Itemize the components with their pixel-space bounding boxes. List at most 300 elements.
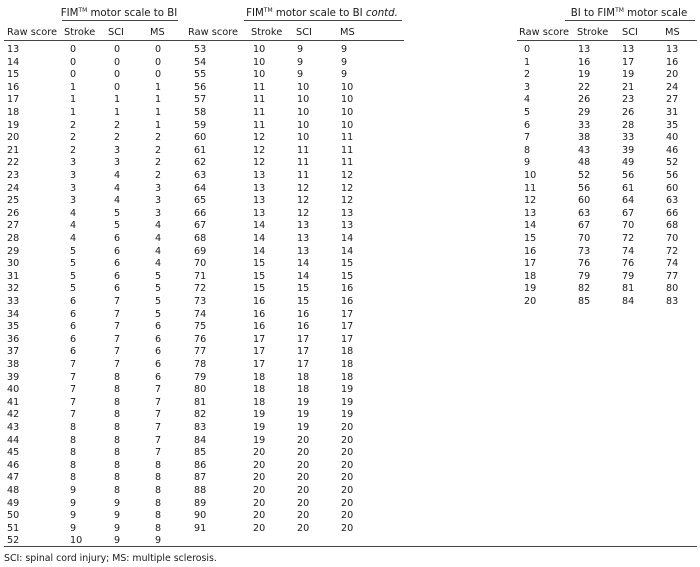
cell-raw-score: 24 xyxy=(7,182,20,194)
cell-stroke: 20 xyxy=(253,472,266,484)
cell-stroke: 14 xyxy=(253,233,266,244)
cell-sci: 14 xyxy=(297,258,310,270)
cell-ms: 8 xyxy=(155,472,162,484)
cell-raw-score: 17 xyxy=(524,258,537,270)
cell-sci: 8 xyxy=(114,434,121,446)
cell-ms: 2 xyxy=(155,132,162,144)
cell-sci: 20 xyxy=(297,459,310,471)
header-stroke-1: Stroke xyxy=(64,27,96,38)
cell-ms: 9 xyxy=(341,56,348,68)
cell-raw-score: 8 xyxy=(524,144,531,156)
cell-sci: 11 xyxy=(297,170,310,181)
cell-sci: 13 xyxy=(297,233,310,244)
cell-sci: 8 xyxy=(114,472,121,484)
cell-raw-score: 82 xyxy=(194,409,207,421)
cell-stroke: 26 xyxy=(578,94,591,106)
cell-ms: 13 xyxy=(341,220,354,232)
cell-stroke: 85 xyxy=(578,296,591,307)
cell-sci: 4 xyxy=(114,170,121,181)
group-rule-1 xyxy=(62,20,178,21)
cell-raw-score: 32 xyxy=(7,283,20,295)
cell-stroke: 6 xyxy=(70,346,77,358)
cell-stroke: 20 xyxy=(253,459,266,471)
cell-sci: 20 xyxy=(297,447,310,459)
cell-stroke: 5 xyxy=(70,258,77,270)
cell-ms: 1 xyxy=(155,81,162,93)
header-ms-2: MS xyxy=(340,27,355,38)
cell-stroke: 8 xyxy=(70,422,77,433)
cell-sci: 39 xyxy=(622,144,635,156)
cell-stroke: 16 xyxy=(253,296,266,307)
cell-stroke: 2 xyxy=(70,119,77,131)
cell-ms: 0 xyxy=(155,69,162,81)
cell-ms: 17 xyxy=(341,333,354,345)
cell-raw-score: 2 xyxy=(524,69,531,81)
cell-ms: 2 xyxy=(155,170,162,181)
cell-raw-score: 10 xyxy=(524,170,537,181)
cell-raw-score: 16 xyxy=(7,81,20,93)
cell-ms: 20 xyxy=(341,447,354,459)
cell-raw-score: 44 xyxy=(7,434,20,446)
cell-ms: 5 xyxy=(155,270,162,282)
cell-sci: 64 xyxy=(622,195,635,207)
cell-ms: 17 xyxy=(341,308,354,320)
header-stroke-2: Stroke xyxy=(251,27,283,38)
cell-stroke: 6 xyxy=(70,296,77,307)
cell-sci: 9 xyxy=(114,497,121,509)
cell-sci: 74 xyxy=(622,245,635,257)
cell-sci: 23 xyxy=(622,94,635,106)
cell-sci: 20 xyxy=(297,497,310,509)
cell-raw-score: 31 xyxy=(7,270,20,282)
cell-stroke: 0 xyxy=(70,56,77,68)
cell-raw-score: 84 xyxy=(194,434,207,446)
cell-raw-score: 78 xyxy=(194,359,207,370)
cell-sci: 20 xyxy=(297,472,310,484)
cell-stroke: 19 xyxy=(253,434,266,446)
cell-sci: 10 xyxy=(297,107,310,118)
cell-stroke: 1 xyxy=(70,94,77,106)
cell-ms: 77 xyxy=(666,270,679,282)
cell-ms: 52 xyxy=(666,157,679,169)
cell-ms: 12 xyxy=(341,195,354,207)
cell-ms: 3 xyxy=(155,182,162,194)
cell-sci: 9 xyxy=(297,44,304,55)
cell-sci: 0 xyxy=(114,69,121,81)
cell-raw-score: 57 xyxy=(194,94,207,106)
cell-sci: 17 xyxy=(297,359,310,370)
cell-sci: 20 xyxy=(297,485,310,496)
cell-raw-score: 34 xyxy=(7,308,20,320)
cell-raw-score: 21 xyxy=(7,144,20,156)
cell-raw-score: 71 xyxy=(194,270,207,282)
cell-stroke: 10 xyxy=(253,56,266,68)
cell-sci: 12 xyxy=(297,195,310,207)
cell-stroke: 9 xyxy=(70,485,77,496)
group-rule-3 xyxy=(565,20,695,21)
header-raw-score-1: Raw score xyxy=(7,27,58,38)
cell-stroke: 33 xyxy=(578,119,591,131)
cell-sci: 17 xyxy=(297,346,310,358)
cell-raw-score: 58 xyxy=(194,107,207,118)
cell-raw-score: 88 xyxy=(194,485,207,496)
cell-stroke: 19 xyxy=(578,69,591,81)
cell-stroke: 0 xyxy=(70,44,77,55)
cell-raw-score: 53 xyxy=(194,44,207,55)
cell-stroke: 11 xyxy=(253,94,266,106)
cell-ms: 80 xyxy=(666,283,679,295)
header-sci-1: SCI xyxy=(108,27,124,38)
cell-sci: 11 xyxy=(297,144,310,156)
cell-raw-score: 50 xyxy=(7,510,20,522)
cell-ms: 7 xyxy=(155,422,162,433)
cell-ms: 4 xyxy=(155,233,162,244)
cell-ms: 3 xyxy=(155,207,162,219)
cell-ms: 11 xyxy=(341,132,354,144)
cell-raw-score: 17 xyxy=(7,94,20,106)
cell-raw-score: 5 xyxy=(524,107,531,118)
cell-sci: 12 xyxy=(297,182,310,194)
cell-raw-score: 41 xyxy=(7,396,20,408)
cell-ms: 12 xyxy=(341,182,354,194)
cell-ms: 8 xyxy=(155,497,162,509)
cell-sci: 1 xyxy=(114,107,121,118)
cell-stroke: 9 xyxy=(70,510,77,522)
cell-stroke: 13 xyxy=(253,170,266,181)
cell-ms: 19 xyxy=(341,409,354,421)
cell-raw-score: 36 xyxy=(7,333,20,345)
cell-raw-score: 85 xyxy=(194,447,207,459)
cell-ms: 2 xyxy=(155,157,162,169)
cell-stroke: 2 xyxy=(70,144,77,156)
cell-stroke: 12 xyxy=(253,157,266,169)
cell-sci: 72 xyxy=(622,233,635,244)
cell-ms: 11 xyxy=(341,144,354,156)
cell-raw-score: 63 xyxy=(194,170,207,181)
cell-stroke: 18 xyxy=(253,396,266,408)
cell-raw-score: 89 xyxy=(194,497,207,509)
cell-stroke: 1 xyxy=(70,81,77,93)
cell-stroke: 3 xyxy=(70,195,77,207)
cell-ms: 24 xyxy=(666,81,679,93)
cell-raw-score: 54 xyxy=(194,56,207,68)
cell-ms: 15 xyxy=(341,258,354,270)
cell-sci: 7 xyxy=(114,321,121,333)
cell-sci: 1 xyxy=(114,94,121,106)
cell-sci: 7 xyxy=(114,296,121,307)
cell-stroke: 1 xyxy=(70,107,77,118)
cell-raw-score: 68 xyxy=(194,233,207,244)
cell-stroke: 0 xyxy=(70,69,77,81)
cell-ms: 7 xyxy=(155,396,162,408)
cell-ms: 16 xyxy=(341,296,354,307)
cell-stroke: 38 xyxy=(578,132,591,144)
cell-raw-score: 65 xyxy=(194,195,207,207)
cell-stroke: 10 xyxy=(253,69,266,81)
cell-stroke: 17 xyxy=(253,333,266,345)
cell-raw-score: 86 xyxy=(194,459,207,471)
cell-sci: 8 xyxy=(114,396,121,408)
header-stroke-3: Stroke xyxy=(577,27,609,38)
header-raw-score-2: Raw score xyxy=(188,27,239,38)
cell-sci: 70 xyxy=(622,220,635,232)
cell-stroke: 14 xyxy=(253,245,266,257)
cell-sci: 12 xyxy=(297,207,310,219)
cell-ms: 12 xyxy=(341,170,354,181)
cell-sci: 56 xyxy=(622,170,635,181)
cell-sci: 4 xyxy=(114,195,121,207)
cell-ms: 10 xyxy=(341,81,354,93)
bottom-rule xyxy=(4,546,697,547)
cell-stroke: 12 xyxy=(253,132,266,144)
cell-sci: 20 xyxy=(297,510,310,522)
cell-stroke: 15 xyxy=(253,283,266,295)
cell-stroke: 11 xyxy=(253,119,266,131)
footnote: SCI: spinal cord injury; MS: multiple sclerosis. xyxy=(4,553,217,564)
cell-sci: 84 xyxy=(622,296,635,307)
group-rule-2 xyxy=(244,20,402,21)
cell-stroke: 9 xyxy=(70,522,77,534)
cell-stroke: 20 xyxy=(253,522,266,534)
cell-raw-score: 80 xyxy=(194,384,207,396)
cell-stroke: 43 xyxy=(578,144,591,156)
cell-raw-score: 43 xyxy=(7,422,20,433)
cell-stroke: 12 xyxy=(253,144,266,156)
cell-ms: 5 xyxy=(155,283,162,295)
cell-sci: 19 xyxy=(297,396,310,408)
cell-ms: 68 xyxy=(666,220,679,232)
cell-ms: 5 xyxy=(155,296,162,307)
cell-sci: 33 xyxy=(622,132,635,144)
cell-sci: 10 xyxy=(297,81,310,93)
cell-stroke: 3 xyxy=(70,157,77,169)
cell-sci: 0 xyxy=(114,56,121,68)
cell-sci: 7 xyxy=(114,346,121,358)
cell-raw-score: 19 xyxy=(524,283,537,295)
cell-raw-score: 18 xyxy=(7,107,20,118)
cell-ms: 20 xyxy=(341,497,354,509)
cell-stroke: 5 xyxy=(70,270,77,282)
cell-sci: 5 xyxy=(114,207,121,219)
cell-stroke: 11 xyxy=(253,81,266,93)
cell-ms: 20 xyxy=(341,510,354,522)
cell-sci: 67 xyxy=(622,207,635,219)
cell-sci: 7 xyxy=(114,333,121,345)
cell-stroke: 13 xyxy=(578,44,591,55)
cell-raw-score: 52 xyxy=(7,535,20,547)
cell-sci: 8 xyxy=(114,422,121,433)
cell-sci: 14 xyxy=(297,270,310,282)
cell-sci: 3 xyxy=(114,144,121,156)
cell-ms: 0 xyxy=(155,44,162,55)
cell-raw-score: 61 xyxy=(194,144,207,156)
cell-raw-score: 25 xyxy=(7,195,20,207)
cell-stroke: 6 xyxy=(70,308,77,320)
cell-ms: 6 xyxy=(155,346,162,358)
cell-raw-score: 15 xyxy=(524,233,537,244)
cell-stroke: 13 xyxy=(253,207,266,219)
group-title-fim-to-bi-contd: FIM™ motor scale to BI contd. xyxy=(246,7,398,19)
cell-sci: 8 xyxy=(114,447,121,459)
cell-sci: 79 xyxy=(622,270,635,282)
cell-sci: 0 xyxy=(114,44,121,55)
cell-raw-score: 20 xyxy=(524,296,537,307)
cell-raw-score: 16 xyxy=(524,245,537,257)
cell-sci: 9 xyxy=(297,69,304,81)
cell-ms: 16 xyxy=(666,56,679,68)
cell-ms: 4 xyxy=(155,245,162,257)
cell-raw-score: 35 xyxy=(7,321,20,333)
cell-ms: 9 xyxy=(341,69,348,81)
cell-sci: 16 xyxy=(297,321,310,333)
cell-stroke: 82 xyxy=(578,283,591,295)
cell-ms: 46 xyxy=(666,144,679,156)
cell-raw-score: 33 xyxy=(7,296,20,307)
cell-raw-score: 73 xyxy=(194,296,207,307)
group-title-fim-to-bi: FIM™ motor scale to BI xyxy=(60,7,178,19)
cell-stroke: 15 xyxy=(253,258,266,270)
cell-ms: 9 xyxy=(341,44,348,55)
cell-sci: 9 xyxy=(114,522,121,534)
cell-sci: 7 xyxy=(114,359,121,370)
cell-stroke: 19 xyxy=(253,422,266,433)
cell-sci: 8 xyxy=(114,459,121,471)
cell-ms: 7 xyxy=(155,409,162,421)
cell-sci: 17 xyxy=(297,333,310,345)
cell-ms: 1 xyxy=(155,94,162,106)
cell-ms: 17 xyxy=(341,321,354,333)
cell-raw-score: 27 xyxy=(7,220,20,232)
cell-sci: 2 xyxy=(114,132,121,144)
cell-stroke: 67 xyxy=(578,220,591,232)
cell-ms: 10 xyxy=(341,107,354,118)
cell-sci: 15 xyxy=(297,296,310,307)
cell-raw-score: 67 xyxy=(194,220,207,232)
cell-ms: 60 xyxy=(666,182,679,194)
cell-raw-score: 69 xyxy=(194,245,207,257)
cell-ms: 74 xyxy=(666,258,679,270)
cell-raw-score: 83 xyxy=(194,422,207,433)
cell-ms: 20 xyxy=(341,434,354,446)
cell-sci: 13 xyxy=(297,245,310,257)
cell-raw-score: 13 xyxy=(7,44,20,55)
cell-ms: 7 xyxy=(155,434,162,446)
cell-raw-score: 45 xyxy=(7,447,20,459)
cell-raw-score: 62 xyxy=(194,157,207,169)
cell-stroke: 3 xyxy=(70,182,77,194)
cell-sci: 21 xyxy=(622,81,635,93)
cell-stroke: 17 xyxy=(253,359,266,370)
cell-raw-score: 20 xyxy=(7,132,20,144)
cell-stroke: 11 xyxy=(253,107,266,118)
cell-raw-score: 15 xyxy=(7,69,20,81)
cell-stroke: 56 xyxy=(578,182,591,194)
cell-raw-score: 79 xyxy=(194,371,207,383)
cell-raw-score: 74 xyxy=(194,308,207,320)
cell-sci: 16 xyxy=(297,308,310,320)
cell-sci: 9 xyxy=(114,510,121,522)
cell-raw-score: 22 xyxy=(7,157,20,169)
cell-sci: 76 xyxy=(622,258,635,270)
cell-ms: 8 xyxy=(155,459,162,471)
cell-sci: 6 xyxy=(114,233,121,244)
cell-ms: 0 xyxy=(155,56,162,68)
cell-ms: 10 xyxy=(341,94,354,106)
cell-raw-score: 38 xyxy=(7,359,20,370)
cell-stroke: 16 xyxy=(578,56,591,68)
cell-sci: 20 xyxy=(297,522,310,534)
cell-ms: 8 xyxy=(155,510,162,522)
cell-ms: 3 xyxy=(155,195,162,207)
cell-stroke: 7 xyxy=(70,384,77,396)
cell-stroke: 48 xyxy=(578,157,591,169)
cell-ms: 9 xyxy=(155,535,162,547)
cell-sci: 6 xyxy=(114,245,121,257)
header-rule-2 xyxy=(517,40,697,41)
cell-sci: 81 xyxy=(622,283,635,295)
cell-stroke: 16 xyxy=(253,321,266,333)
cell-raw-score: 23 xyxy=(7,170,20,181)
cell-stroke: 10 xyxy=(70,535,83,547)
group-title-bi-to-fim: BI to FIM™ motor scale xyxy=(570,7,688,19)
cell-ms: 15 xyxy=(341,270,354,282)
cell-ms: 6 xyxy=(155,333,162,345)
cell-ms: 63 xyxy=(666,195,679,207)
cell-stroke: 70 xyxy=(578,233,591,244)
cell-ms: 1 xyxy=(155,107,162,118)
cell-ms: 20 xyxy=(341,459,354,471)
cell-sci: 6 xyxy=(114,258,121,270)
cell-sci: 49 xyxy=(622,157,635,169)
cell-stroke: 8 xyxy=(70,447,77,459)
cell-raw-score: 14 xyxy=(524,220,537,232)
cell-ms: 20 xyxy=(341,472,354,484)
cell-stroke: 8 xyxy=(70,472,77,484)
cell-stroke: 13 xyxy=(253,195,266,207)
cell-raw-score: 77 xyxy=(194,346,207,358)
cell-stroke: 10 xyxy=(253,44,266,55)
cell-stroke: 20 xyxy=(253,510,266,522)
cell-sci: 18 xyxy=(297,384,310,396)
cell-sci: 7 xyxy=(114,308,121,320)
cell-raw-score: 4 xyxy=(524,94,531,106)
cell-raw-score: 70 xyxy=(194,258,207,270)
cell-stroke: 4 xyxy=(70,233,77,244)
cell-raw-score: 59 xyxy=(194,119,207,131)
cell-ms: 72 xyxy=(666,245,679,257)
cell-ms: 8 xyxy=(155,485,162,496)
cell-raw-score: 76 xyxy=(194,333,207,345)
cell-raw-score: 11 xyxy=(524,182,537,194)
cell-stroke: 8 xyxy=(70,459,77,471)
cell-raw-score: 0 xyxy=(524,44,531,55)
cell-ms: 10 xyxy=(341,119,354,131)
cell-raw-score: 91 xyxy=(194,522,207,534)
cell-ms: 16 xyxy=(341,283,354,295)
cell-sci: 8 xyxy=(114,371,121,383)
cell-sci: 19 xyxy=(297,409,310,421)
cell-sci: 26 xyxy=(622,107,635,118)
cell-raw-score: 90 xyxy=(194,510,207,522)
cell-stroke: 9 xyxy=(70,497,77,509)
cell-raw-score: 75 xyxy=(194,321,207,333)
header-sci-3: SCI xyxy=(622,27,638,38)
cell-sci: 0 xyxy=(114,81,121,93)
cell-raw-score: 19 xyxy=(7,119,20,131)
cell-ms: 4 xyxy=(155,258,162,270)
cell-stroke: 6 xyxy=(70,333,77,345)
cell-ms: 13 xyxy=(666,44,679,55)
